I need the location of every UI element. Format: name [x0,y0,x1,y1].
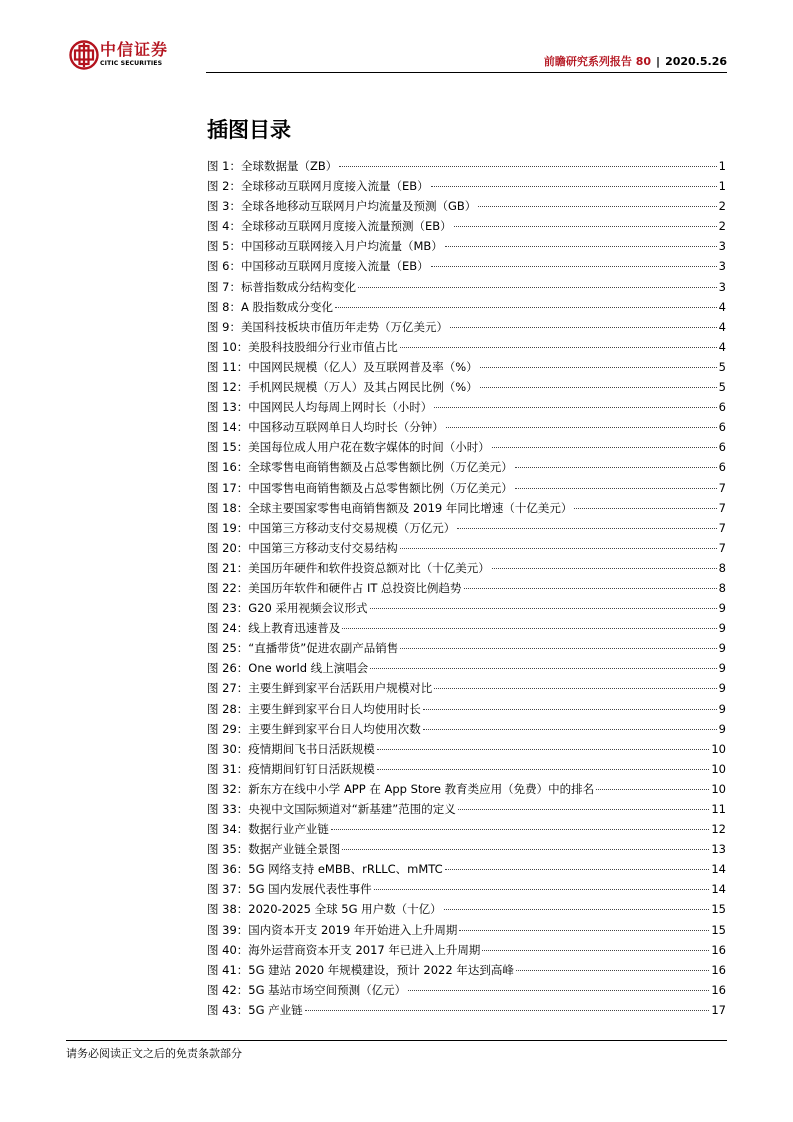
toc-entry-page: 14 [711,882,726,897]
toc-entry-label: 图 32：新东方在线中小学 APP 在 App Store 教育类应用（免费）中的排名 [207,781,595,796]
header-separator: | [656,55,661,68]
toc-entry[interactable] [207,739,726,759]
page-title: 插图目录 [207,118,291,143]
toc-entry[interactable] [207,719,726,739]
toc-entry[interactable] [207,558,726,578]
company-logo [69,40,179,72]
toc-dot-leader [370,668,716,669]
toc-dot-leader [335,307,717,308]
toc-entry-label: 图 18：全球主要国家零售电商销售额及 2019 年同比增速（十亿美元） [207,500,573,515]
toc-dot-leader [305,1010,710,1011]
toc-entry-page: 14 [711,862,726,877]
toc-dot-leader [431,266,717,267]
toc-entry-label: 图 28：主要生鲜到家平台日人均使用时长 [207,701,421,716]
toc-entry-page: 1 [718,159,726,173]
toc-entry-label: 图 26：One world 线上演唱会 [207,661,369,676]
toc-dot-leader [515,467,717,468]
toc-entry-label: 图 23：G20 采用视频会议形式 [207,601,368,616]
toc-entry-label: 图 21：美国历年硬件和软件投资总额对比（十亿美元） [207,560,490,575]
toc-entry-label: 图 24：线上教育迅速普及 [207,621,341,636]
toc-entry[interactable] [207,357,726,377]
toc-entry[interactable] [207,699,726,719]
toc-entry[interactable] [207,859,726,879]
toc-entry[interactable] [207,920,726,940]
logo-english-name: CITIC SECURITIES [100,60,163,67]
toc-entry-page: 9 [718,641,726,656]
toc-entry-label: 图 17：中国零售电商销售额及占总零售额比例（万亿美元） [207,480,513,495]
toc-entry-label: 图 8：A 股指数成分变化 [207,299,333,314]
toc-entry[interactable] [207,277,726,297]
toc-entry[interactable] [207,1000,726,1020]
toc-entry-label: 图 16：全球零售电商销售额及占总零售额比例（万亿美元） [207,460,513,475]
toc-dot-leader [445,869,710,870]
toc-dot-leader [374,889,710,890]
toc-entry-page: 15 [711,922,726,937]
toc-entry-label: 图 7：标普指数成分结构变化 [207,279,356,294]
toc-entry-page: 1 [718,179,726,194]
toc-entry-page: 7 [718,500,726,515]
toc-dot-leader [423,709,717,710]
toc-entry-page: 3 [718,259,726,274]
toc-entry-page: 7 [718,480,726,495]
report-date: 2020.5.26 [665,55,727,68]
toc-entry-page: 9 [718,661,726,676]
toc-dot-leader [492,568,717,569]
toc-dot-leader [342,628,716,629]
toc-entry-label: 图 5：中国移动互联网接入月户均流量（MB） [207,239,443,254]
toc-entry-page: 10 [711,781,726,796]
toc-entry[interactable] [207,960,726,980]
toc-entry[interactable] [207,518,726,538]
toc-entry[interactable] [207,819,726,839]
toc-entry-label: 图 36：5G 网络支持 eMBB、rRLLC、mMTC [207,862,443,877]
toc-dot-leader [331,829,710,830]
toc-entry[interactable] [207,598,726,618]
toc-entry-label: 图 6：中国移动互联网月度接入流量（EB） [207,259,429,274]
toc-entry-page: 15 [711,902,726,917]
toc-entry-page: 6 [718,400,726,415]
toc-entry-page: 16 [711,942,726,957]
toc-entry-page: 16 [711,962,726,977]
toc-entry-label: 图 35：数据产业链全景图 [207,842,341,857]
toc-entry-page: 3 [718,279,726,294]
toc-entry-label: 图 22：美国历年软件和硬件占 IT 总投资比例趋势 [207,580,462,595]
toc-entry[interactable] [207,377,726,397]
toc-entry-label: 图 40：海外运营商资本开支 2017 年已进入上升周期 [207,942,481,957]
toc-entry[interactable] [207,839,726,859]
citic-emblem-icon [69,40,99,70]
toc-entry-page: 2 [718,219,726,234]
toc-dot-leader [400,347,717,348]
toc-entry[interactable] [207,658,726,678]
toc-dot-leader [400,548,717,549]
toc-dot-leader [457,528,716,529]
toc-entry-page: 4 [718,319,726,334]
toc-dot-leader [464,588,717,589]
toc-entry-page: 9 [718,601,726,616]
toc-entry[interactable] [207,879,726,899]
toc-dot-leader [446,427,717,428]
report-series: 前瞻研究系列报告 80 [543,55,652,68]
figure-toc [207,156,726,1020]
toc-entry-page: 6 [718,440,726,455]
toc-entry[interactable] [207,799,726,819]
toc-entry-label: 图 19：中国第三方移动支付交易规模（万亿元） [207,520,456,535]
toc-entry[interactable] [207,759,726,779]
toc-entry-label: 图 34：数据行业产业链 [207,822,329,837]
toc-entry-label: 图 43：5G 产业链 [207,1002,303,1017]
toc-entry-page: 17 [711,1002,726,1017]
toc-entry-label: 图 38：2020-2025 全球 5G 用户数（十亿） [207,902,442,917]
toc-entry[interactable] [207,317,726,337]
toc-dot-leader [459,930,709,931]
logo-chinese-name: 中信证券 [100,40,169,59]
toc-entry[interactable] [207,397,726,417]
toc-dot-leader [454,226,717,227]
toc-dot-leader [596,789,709,790]
toc-entry-label: 图 29：主要生鲜到家平台日人均使用次数 [207,721,421,736]
toc-entry[interactable] [207,478,726,498]
toc-entry[interactable] [207,236,726,256]
toc-entry-page: 6 [718,460,726,475]
toc-dot-leader [450,327,717,328]
disclaimer-note: 请务必阅读正文之后的免责条款部分 [66,1047,242,1060]
toc-entry[interactable] [207,196,726,216]
toc-entry-page: 6 [718,420,726,435]
toc-entry-label: 图 33：央视中文国际频道对“新基建”范围的定义 [207,802,456,816]
toc-entry-label: 图 25：“直播带货”促进农副产品销售 [207,641,399,656]
toc-entry-label: 图 9：美国科技板块市值历年走势（万亿美元） [207,319,448,334]
toc-entry[interactable] [207,899,726,919]
toc-entry[interactable] [207,156,726,176]
toc-entry[interactable] [207,578,726,598]
footer-rule [66,1040,727,1041]
toc-entry[interactable] [207,437,726,457]
toc-entry-page: 7 [718,520,726,535]
toc-entry[interactable] [207,678,726,698]
toc-entry[interactable] [207,498,726,518]
toc-dot-leader [358,287,717,288]
toc-entry-label: 图 20：中国第三方移动支付交易结构 [207,540,398,555]
toc-dot-leader [482,950,709,951]
report-header [544,55,727,68]
toc-entry[interactable] [207,538,726,558]
toc-entry-page: 5 [718,380,726,395]
toc-dot-leader [408,990,709,991]
toc-entry-page: 11 [711,802,726,816]
toc-entry[interactable] [207,216,726,236]
toc-entry-label: 图 31：疫情期间钉钉日活跃规模 [207,761,375,776]
toc-entry-label: 图 1：全球数据量（ZB） [207,159,338,173]
toc-dot-leader [516,970,710,971]
toc-entry-page: 12 [711,822,726,837]
toc-dot-leader [444,909,710,910]
toc-dot-leader [377,769,710,770]
toc-entry-label: 图 4：全球移动互联网月度接入流量预测（EB） [207,219,452,234]
toc-dot-leader [423,729,717,730]
toc-entry[interactable] [207,457,726,477]
toc-dot-leader [574,508,716,509]
toc-dot-leader [445,246,717,247]
toc-entry[interactable] [207,980,726,1000]
toc-entry-page: 8 [718,580,726,595]
toc-entry-label: 图 11：中国网民规模（亿人）及互联网普及率（%） [207,359,478,374]
toc-dot-leader [431,186,717,187]
toc-entry-label: 图 27：主要生鲜到家平台活跃用户规模对比 [207,681,433,696]
toc-entry[interactable] [207,638,726,658]
toc-entry-page: 9 [718,721,726,736]
toc-entry-page: 7 [718,540,726,555]
toc-entry[interactable] [207,337,726,357]
toc-entry-page: 13 [711,842,726,857]
toc-entry-label: 图 41：5G 建站 2020 年规模建设，预计 2022 年达到高峰 [207,962,514,977]
toc-dot-leader [492,447,717,448]
toc-dot-leader [370,608,717,609]
toc-entry-label: 图 13：中国网民人均每周上网时长（小时） [207,400,433,415]
toc-entry-page: 16 [711,982,726,997]
toc-entry[interactable] [207,256,726,276]
header-rule [206,72,727,73]
toc-entry[interactable] [207,417,726,437]
toc-entry-label: 图 3：全球各地移动互联网月户均流量及预测（GB） [207,199,477,214]
toc-entry-label: 图 30：疫情期间飞书日活跃规模 [207,741,375,756]
toc-entry[interactable] [207,618,726,638]
toc-dot-leader [400,648,716,649]
toc-entry-page: 5 [718,359,726,374]
toc-dot-leader [458,809,710,810]
toc-entry-label: 图 42：5G 基站市场空间预测（亿元） [207,982,407,997]
toc-dot-leader [342,849,709,850]
toc-entry-label: 图 12：手机网民规模（万人）及其占网民比例（%） [207,380,478,395]
toc-entry-page: 9 [718,621,726,636]
toc-entry-page: 9 [718,701,726,716]
toc-entry-label: 图 10：美股科技股细分行业市值占比 [207,339,398,354]
toc-entry-page: 10 [711,761,726,776]
toc-entry-page: 10 [711,741,726,756]
toc-dot-leader [377,749,710,750]
toc-dot-leader [480,367,717,368]
toc-entry-page: 8 [718,560,726,575]
toc-entry-page: 9 [718,681,726,696]
toc-entry-label: 图 2：全球移动互联网月度接入流量（EB） [207,179,429,194]
toc-entry-page: 2 [718,199,726,214]
toc-dot-leader [515,488,717,489]
toc-entry[interactable] [207,940,726,960]
toc-entry-label: 图 15：美国每位成人用户花在数字媒体的时间（小时） [207,440,490,455]
toc-entry-label: 图 39：国内资本开支 2019 年开始进入上升周期 [207,922,458,937]
toc-entry-label: 图 37：5G 国内发展代表性事件 [207,882,372,897]
toc-dot-leader [434,688,716,689]
toc-dot-leader [339,166,716,167]
toc-entry[interactable] [207,779,726,799]
toc-entry-page: 3 [718,239,726,254]
toc-entry-page: 4 [718,299,726,314]
toc-entry[interactable] [207,176,726,196]
toc-entry-label: 图 14：中国移动互联网单日人均时长（分钟） [207,420,444,435]
toc-entry[interactable] [207,297,726,317]
toc-dot-leader [480,387,717,388]
toc-dot-leader [434,407,716,408]
toc-dot-leader [478,206,716,207]
toc-entry-page: 4 [718,339,726,354]
